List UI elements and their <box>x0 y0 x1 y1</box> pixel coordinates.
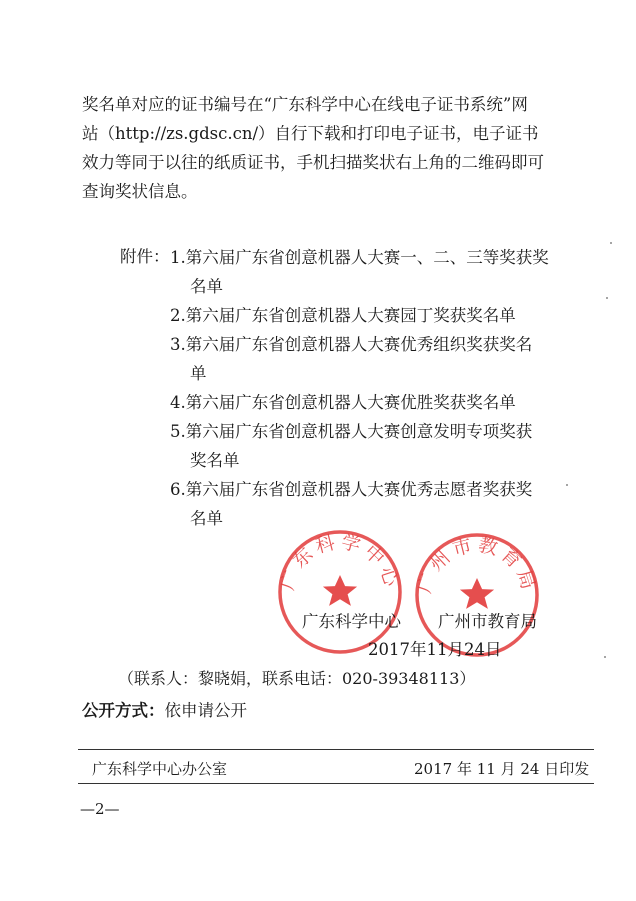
body-line: 奖名单对应的证书编号在“广东科学中心在线电子证书系统”网 <box>82 95 528 114</box>
body-line: 效力等同于以往的纸质证书，手机扫描奖状右上角的二维码即可 <box>82 153 544 172</box>
attachment-title: 第六届广东省创意机器人大赛优胜奖获奖名单 <box>185 393 516 412</box>
attachment-item <box>170 475 580 533</box>
attachment-item <box>170 301 580 330</box>
attachment-title: 第六届广东省创意机器人大赛园丁奖获奖名单 <box>185 306 516 325</box>
attachment-title-cont: 单 <box>190 364 207 383</box>
scan-speck <box>566 484 568 486</box>
attachment-title-cont: 奖名单 <box>190 451 240 470</box>
body-paragraph <box>82 90 582 206</box>
attachments-label: 附件： <box>120 247 170 266</box>
attachment-number: 5. <box>170 422 186 441</box>
attachment-number: 4. <box>170 393 186 412</box>
scan-speck <box>610 242 612 244</box>
star-icon <box>323 575 357 606</box>
attachment-title: 第六届广东省创意机器人大赛创意发明专项奖获 <box>185 422 533 441</box>
attachment-title-cont: 名单 <box>190 509 223 528</box>
body-line: 查询奖状信息。 <box>82 182 198 201</box>
attachment-item <box>170 388 580 417</box>
attachment-title: 第六届广东省创意机器人大赛优秀志愿者奖获奖 <box>185 480 533 499</box>
signature-date: 2017年11月24日 <box>368 640 502 659</box>
attachment-item <box>170 330 580 388</box>
public-method <box>82 697 247 721</box>
contact-info: （联系人：黎晓娟，联系电话：020-39348113） <box>118 669 476 688</box>
attachments-list <box>170 243 580 533</box>
signature-org-2: 广州市教育局 <box>438 612 537 631</box>
seal-left-text: 广东科学中心 <box>276 530 404 593</box>
footer-rule-bottom <box>78 783 594 784</box>
attachment-item <box>170 417 580 475</box>
footer-rule-top <box>78 749 594 750</box>
scan-speck <box>606 297 608 299</box>
body-line: 站（http://zs.gdsc.cn/）自行下载和打印电子证书，电子证书 <box>82 124 539 143</box>
page-number: —2— <box>80 800 120 818</box>
public-method-label: 公开方式： <box>82 701 165 720</box>
scan-speck <box>604 656 606 658</box>
footer-print-date: 2017 年 11 月 24 日印发 <box>414 760 590 778</box>
attachment-title: 第六届广东省创意机器人大赛一、二、三等奖获奖 <box>185 248 549 267</box>
footer-office: 广东科学中心办公室 <box>92 760 228 778</box>
public-method-value: 依申请公开 <box>164 701 247 720</box>
attachment-item <box>170 243 580 301</box>
attachment-number: 3. <box>170 335 186 354</box>
attachment-title: 第六届广东省创意机器人大赛优秀组织奖获奖名 <box>185 335 533 354</box>
seal-right-text: 广州市教育局 <box>413 533 541 596</box>
signature-org-1: 广东科学中心 <box>302 612 401 631</box>
attachment-title-cont: 名单 <box>190 277 223 296</box>
attachment-number: 1. <box>170 248 186 267</box>
attachment-number: 2. <box>170 306 186 325</box>
attachment-number: 6. <box>170 480 186 499</box>
star-icon <box>460 578 494 609</box>
